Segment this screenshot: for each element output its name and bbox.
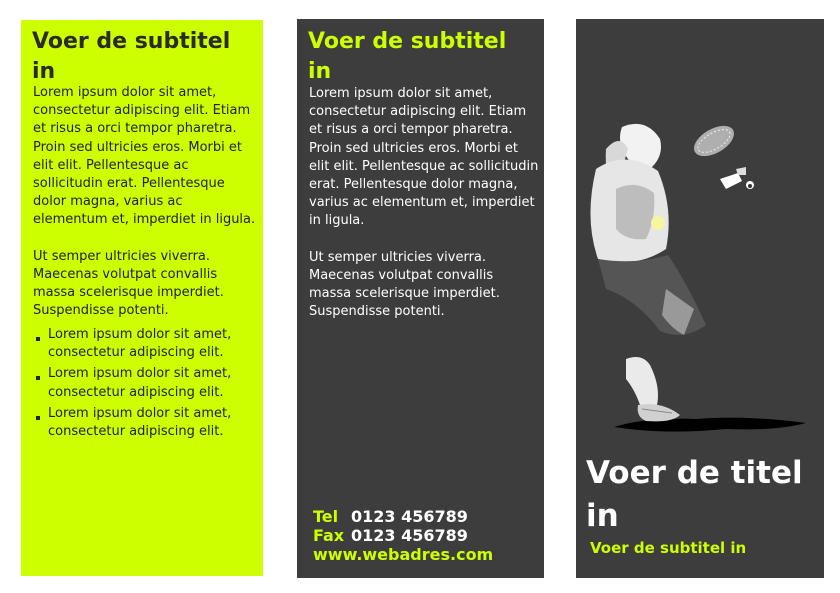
list-item[interactable] — [33, 326, 258, 362]
middle-subtitle[interactable]: Voer de subtitel in — [308, 29, 507, 84]
middle-body-text — [309, 85, 539, 321]
contact-block — [313, 507, 493, 564]
bullet-icon — [36, 337, 40, 341]
left-subtitle[interactable]: Voer de subtitel in — [32, 29, 231, 84]
main-title[interactable]: Voer de titel in — [586, 455, 803, 534]
website-link[interactable]: www.webadres.com — [313, 545, 494, 564]
middle-paragraph-2[interactable]: Ut semper ultricies viverra. Maecenas volutpat convallis massa scelerisque imperdiet. Suspendisse potenti. — [309, 249, 500, 320]
right-panel — [576, 19, 824, 578]
fax-label: Fax — [313, 526, 345, 545]
middle-panel — [297, 19, 544, 578]
right-subtitle[interactable]: Voer de subtitel in — [590, 539, 747, 557]
left-panel — [21, 20, 263, 576]
bullet-icon — [36, 376, 40, 380]
tel-row — [313, 507, 493, 526]
left-paragraph-1[interactable]: Lorem ipsum dolor sit amet, consectetur adipiscing elit. Etiam et risus a orci tempor pharetra. Proin sed ultricies eros. Morbi et elit elit. Pellentesque ac sollicitudin erat. Pellentesque dolor magna, varius ac elementum et, imperdiet in ligula. — [33, 85, 256, 228]
list-item-text: Lorem ipsum dolor sit amet, consectetur adipiscing elit. — [48, 366, 232, 400]
fax-value[interactable]: 0123 456789 — [351, 526, 468, 545]
list-item-text: Lorem ipsum dolor sit amet, consectetur adipiscing elit. — [48, 327, 232, 361]
list-item[interactable] — [33, 365, 258, 401]
tel-value[interactable]: 0123 456789 — [351, 507, 468, 526]
left-paragraph-2[interactable]: Ut semper ultricies viverra. Maecenas volutpat convallis massa scelerisque imperdiet. Suspendisse potenti. — [33, 248, 224, 319]
tennis-player-illustration[interactable] — [576, 109, 824, 449]
fax-row — [313, 526, 493, 545]
tel-label: Tel — [313, 507, 339, 526]
list-item-text: Lorem ipsum dolor sit amet, consectetur adipiscing elit. — [48, 405, 232, 440]
left-body-text — [33, 84, 261, 320]
bullet-icon — [36, 416, 40, 420]
middle-paragraph-1[interactable]: Lorem ipsum dolor sit amet, consectetur adipiscing elit. Etiam et risus a orci tempor pharetra. Proin sed ultricies eros. Morbi et elit elit. Pellentesque ac sollicitudin erat. Pellentesque dolor magna, varius ac elementum et, imperdiet in ligula. — [309, 86, 539, 229]
left-bullet-list — [33, 326, 258, 444]
list-item[interactable] — [33, 405, 258, 441]
